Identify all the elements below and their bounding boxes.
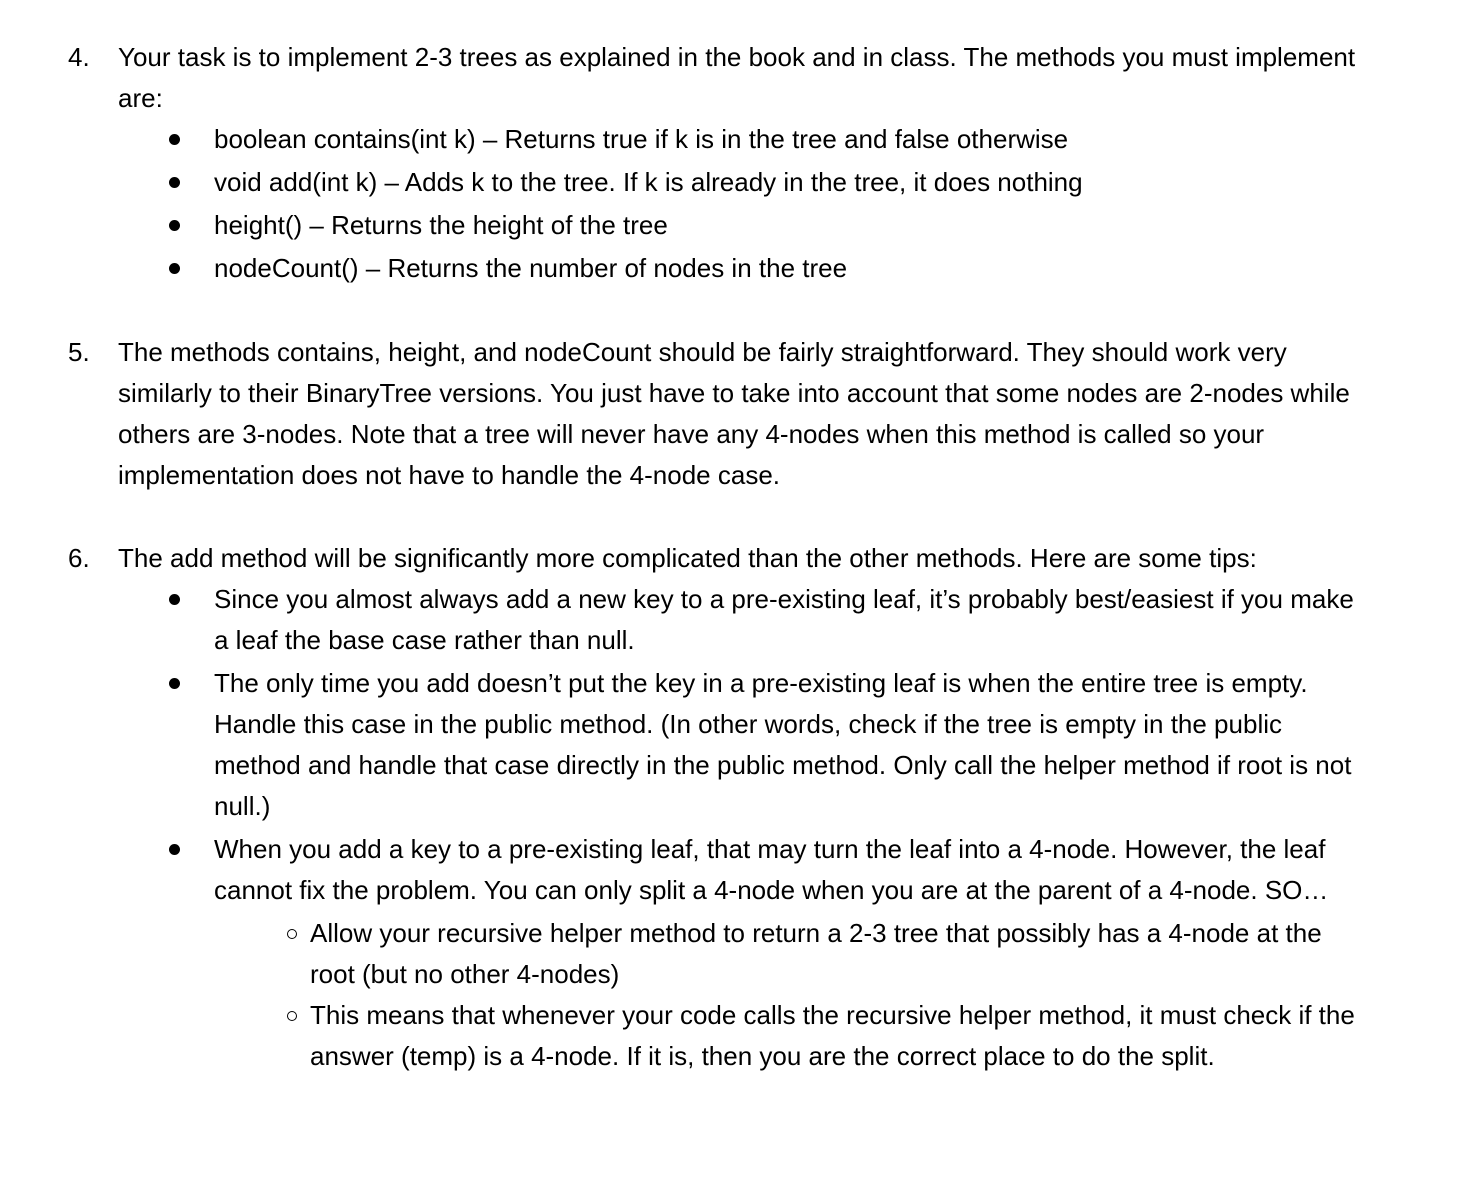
sub-bullet-text: This means that whenever your code calls the recursive helper method, it must check if the answer (temp) is a 4-node. If it is, then you are the correct place to do the split.: [310, 1000, 1355, 1071]
bullet-list: [68, 119, 1368, 289]
bullet-item: [68, 663, 1368, 827]
item-text: Your task is to implement 2-3 trees as explained in the book and in class. The methods you must implement are:: [118, 42, 1356, 113]
item-number: 4.: [68, 42, 90, 72]
bullet-icon: [169, 844, 180, 855]
item-number: 6.: [68, 543, 90, 573]
bullet-text: void add(int k) – Adds k to the tree. If k is already in the tree, it does nothing: [214, 167, 1083, 197]
bullet-item: [68, 579, 1368, 661]
sub-bullet-item: [68, 995, 1368, 1077]
sub-bullet-list: [68, 913, 1368, 1077]
bullet-text: The only time you add doesn’t put the key in a pre-existing leaf is when the entire tree is empty. Handle this case in the public method. (In other words, check if the tree is empty in the public method and handle that case directly in the public method. Only call the helper method if root is not null.): [214, 668, 1352, 821]
bullet-item: [68, 248, 1368, 289]
bullet-item: [68, 829, 1368, 911]
bullet-item: [68, 162, 1368, 203]
sub-bullet-text: Allow your recursive helper method to return a 2-3 tree that possibly has a 4-node at the root (but no other 4-nodes): [310, 918, 1322, 989]
bullet-text: Since you almost always add a new key to a pre-existing leaf, it’s probably best/easiest if you make a leaf the base case rather than null.: [214, 584, 1354, 655]
list-item-6: [68, 538, 1368, 1077]
bullet-text: height() – Returns the height of the tree: [214, 210, 668, 240]
hollow-circle-icon: [287, 1011, 297, 1021]
bullet-text: boolean contains(int k) – Returns true if k is in the tree and false otherwise: [214, 124, 1069, 154]
bullet-icon: [169, 594, 180, 605]
sub-bullet-item: [68, 913, 1368, 995]
bullet-text: When you add a key to a pre-existing leaf, that may turn the leaf into a 4-node. However, the leaf cannot fix the problem. You can only split a 4-node when you are at the parent of a 4-node. SO…: [214, 834, 1329, 905]
bullet-icon: [169, 263, 180, 274]
item-text: The add method will be significantly more complicated than the other methods. Here are some tips:: [118, 543, 1257, 573]
list-item-5: [68, 332, 1368, 496]
bullet-item: [68, 205, 1368, 246]
bullet-icon: [169, 177, 180, 188]
item-text: The methods contains, height, and nodeCount should be fairly straightforward. They should work very similarly to their BinaryTree versions. You just have to take into account that some nodes are 2-nodes while others are 3-nodes. Note that a tree will never have any 4-nodes when this method is called so your implementation does not have to handle the 4-node case.: [118, 337, 1350, 490]
list-item-4: [68, 37, 1368, 291]
hollow-circle-icon: [287, 929, 297, 939]
bullet-text: nodeCount() – Returns the number of nodes in the tree: [214, 253, 848, 283]
item-number: 5.: [68, 337, 90, 367]
bullet-item: [68, 119, 1368, 160]
bullet-icon: [169, 134, 180, 145]
bullet-icon: [169, 678, 180, 689]
bullet-icon: [169, 220, 180, 231]
bullet-list: [68, 579, 1368, 911]
